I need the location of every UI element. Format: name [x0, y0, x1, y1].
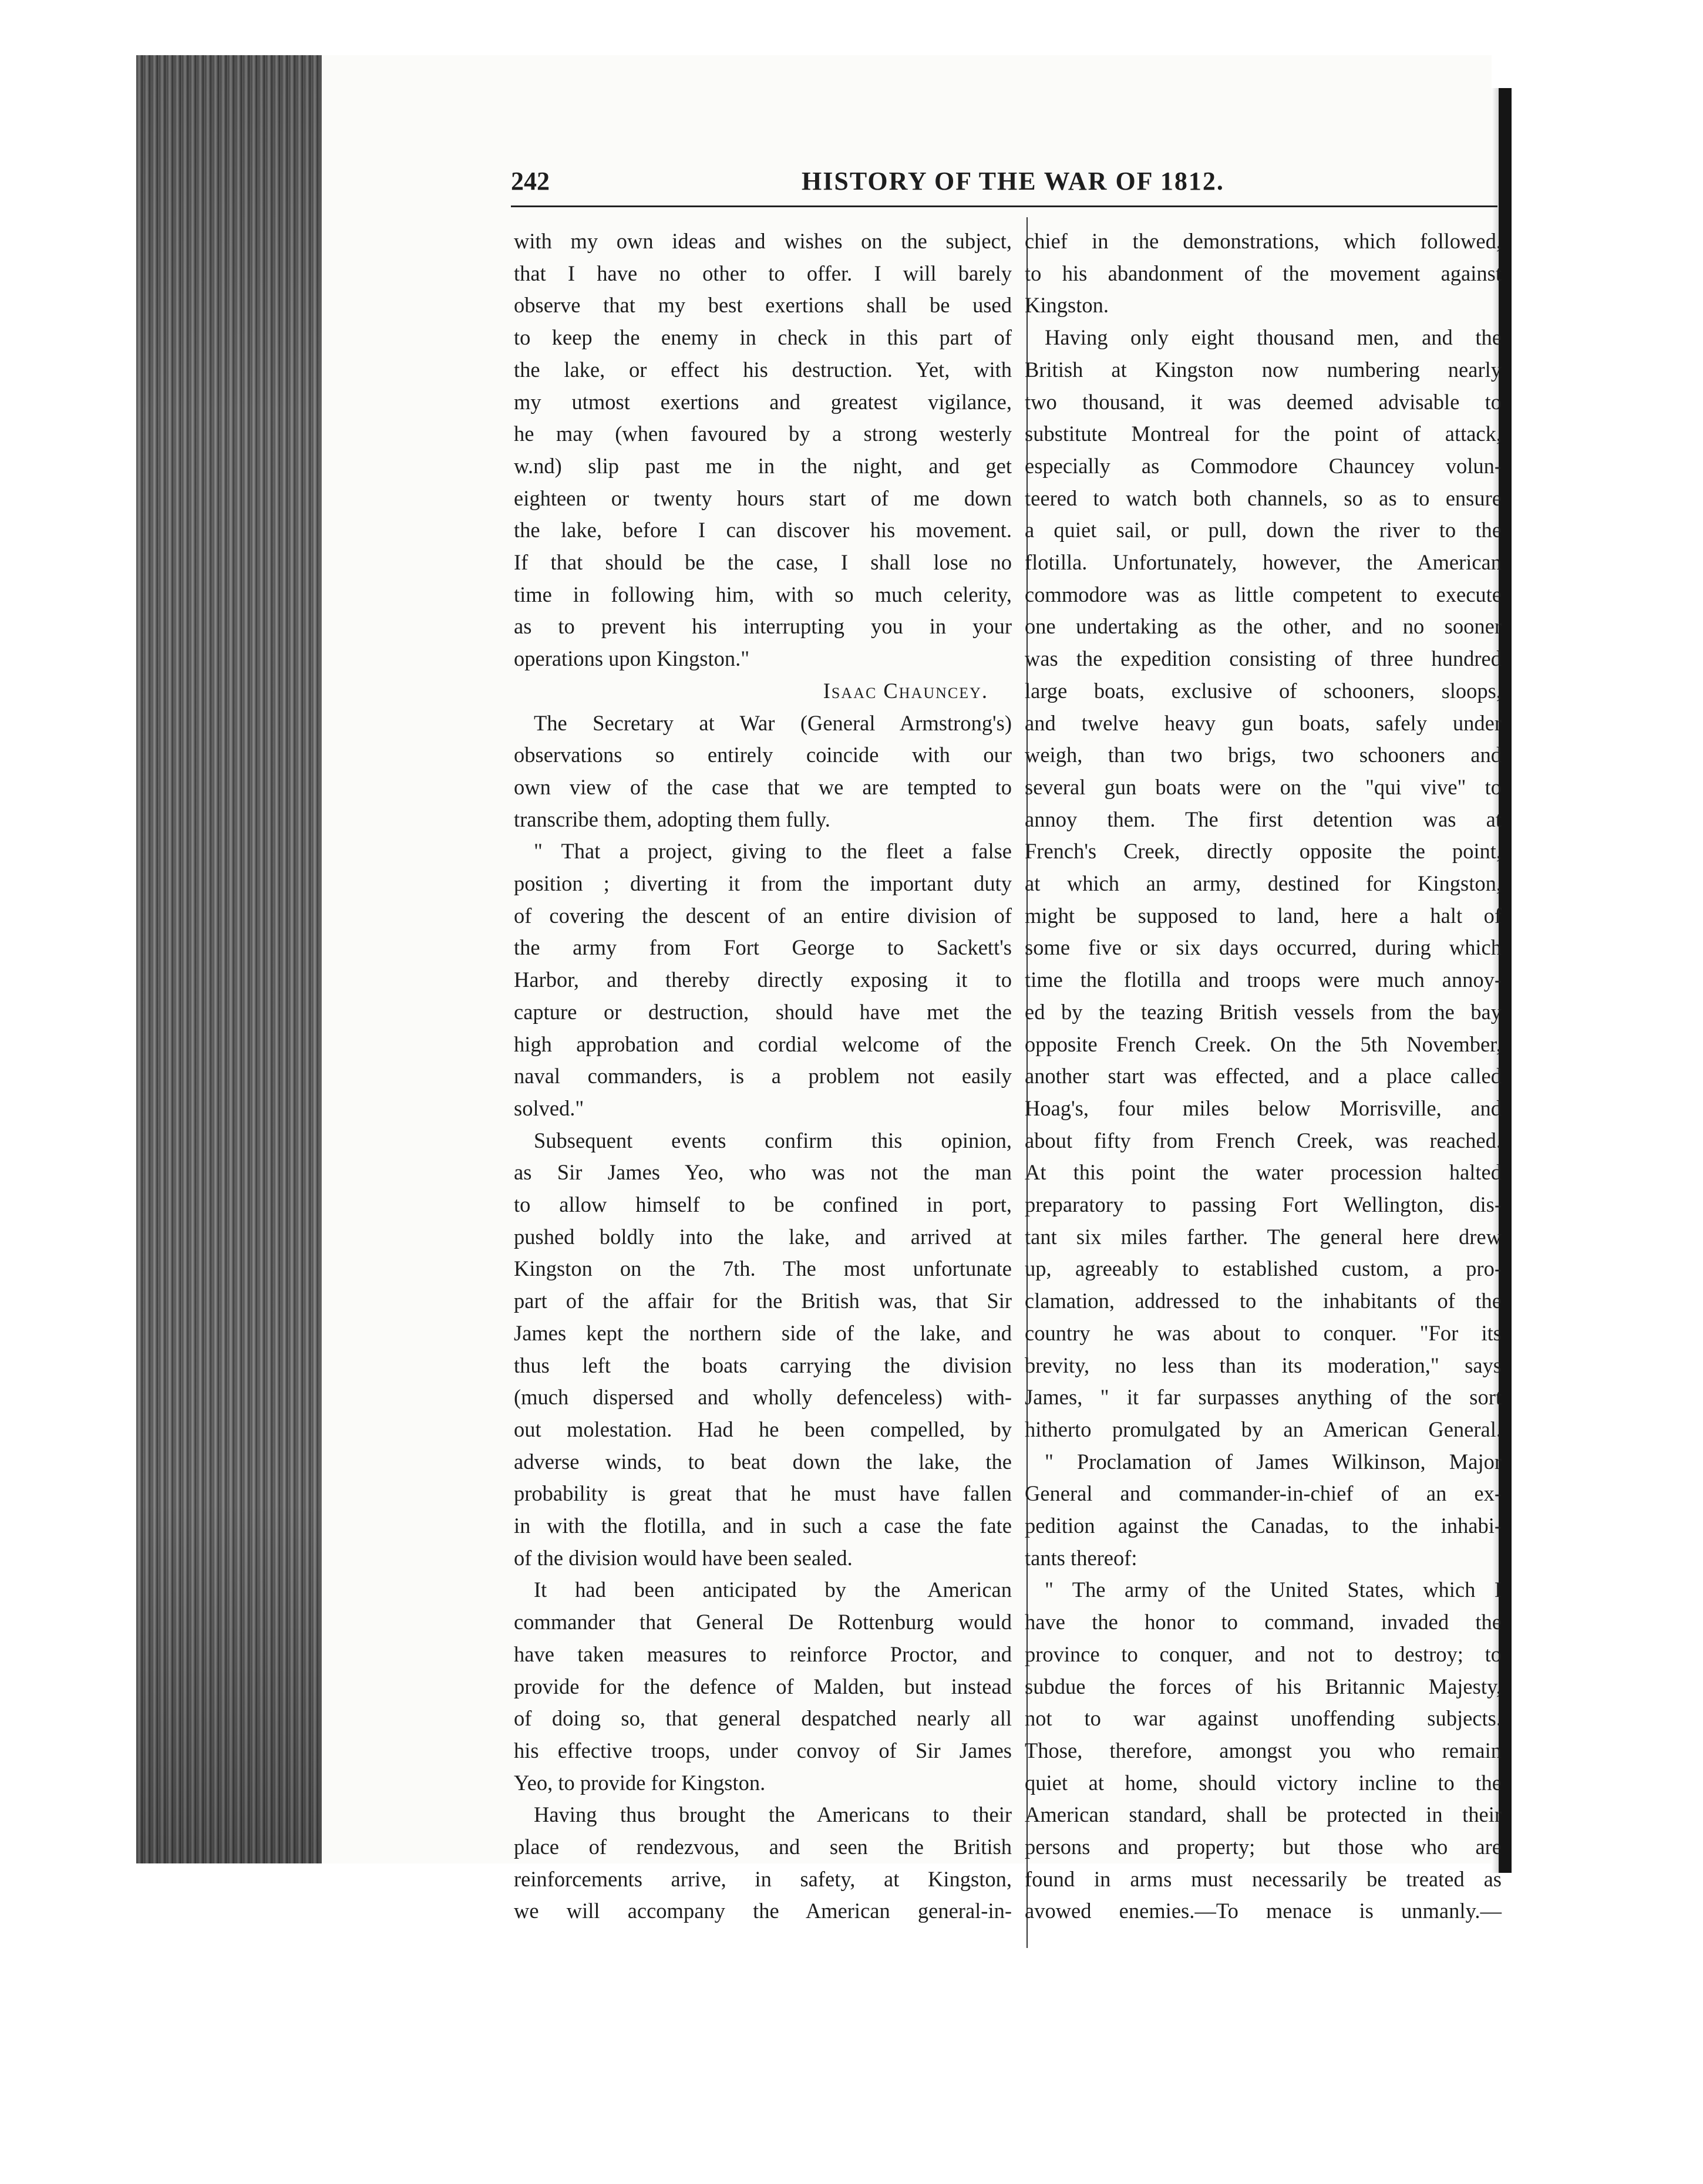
middle-column-line: commodore was as little competent to execute	[1025, 582, 1502, 606]
middle-column-line: At this point the water procession halted	[1025, 1160, 1502, 1185]
left-column-line: time in following him, with so much celerity,	[514, 582, 1012, 606]
middle-column-line: subdue the forces of his Britannic Majesty,	[1025, 1674, 1502, 1698]
left-column-line: adverse winds, to beat down the lake, the	[514, 1449, 1012, 1474]
middle-column-line: at which an army, destined for Kingston,	[1025, 871, 1502, 895]
left-column-line: capture or destruction, should have met the	[514, 999, 1012, 1024]
middle-column-line: preparatory to passing Fort Wellington, dis-	[1025, 1192, 1502, 1216]
left-column-line: observe that my best exertions shall be used	[514, 293, 1012, 318]
middle-column-line: Hoag's, four miles below Morrisville, and	[1025, 1096, 1502, 1120]
left-column-line: with my own ideas and wishes on the subject,	[514, 229, 1012, 253]
left-column-line: probability is great that he must have fallen	[514, 1481, 1012, 1506]
middle-column-line: quiet at home, should victory incline to the	[1025, 1770, 1502, 1795]
left-column-line: Kingston on the 7th. The most unfortunate	[514, 1256, 1012, 1281]
middle-column-line: pedition against the Canadas, to the inhabi-	[1025, 1514, 1502, 1538]
middle-column-line: time the flotilla and troops were much annoy-	[1025, 968, 1502, 992]
left-column-line: the lake, or effect his destruction. Yet, with	[514, 357, 1012, 382]
middle-column-line: one undertaking as the other, and no sooner	[1025, 614, 1502, 639]
page-number: 242	[511, 167, 550, 196]
left-column-line: (much dispersed and wholly defenceless) with-	[514, 1385, 1012, 1410]
middle-column-line: not to war against unoffending subjects.	[1025, 1706, 1502, 1731]
left-column-line: out molestation. Had he been compelled, by	[514, 1417, 1012, 1441]
left-column-line: observations so entirely coincide with our	[514, 743, 1012, 767]
left-column-line: eighteen or twenty hours start of me down	[514, 486, 1012, 510]
middle-column-line: flotilla. Unfortunately, however, the American	[1025, 550, 1502, 574]
left-column-line: operations upon Kingston."	[514, 646, 750, 671]
left-column-line: he may (when favoured by a strong westerly	[514, 422, 1012, 446]
middle-column-line: have the honor to command, invaded the	[1025, 1610, 1502, 1634]
middle-column-line: up, agreeably to established custom, a pro-	[1025, 1256, 1502, 1281]
middle-column-line: several gun boats were on the "qui vive" to	[1025, 774, 1502, 799]
left-column-line: as Sir James Yeo, who was not the man	[514, 1160, 1012, 1185]
left-column-line: Harbor, and thereby directly exposing it to	[514, 968, 1012, 992]
left-column-line: to allow himself to be confined in port,	[514, 1192, 1012, 1216]
middle-column-line: persons and property; but those who are	[1025, 1835, 1502, 1859]
left-column-line: provide for the defence of Malden, but instead	[514, 1674, 1012, 1698]
middle-column-line: ed by the teazing British vessels from the bay	[1025, 999, 1502, 1024]
middle-column-line: teered to watch both channels, so as to ensure	[1025, 486, 1502, 510]
middle-column-line: to his abandonment of the movement against	[1025, 261, 1502, 285]
middle-column-line: American standard, shall be protected in their	[1025, 1802, 1502, 1827]
left-column-line: the lake, before I can discover his movement.	[514, 518, 1012, 542]
middle-column-line: British at Kingston now numbering nearly	[1025, 357, 1502, 382]
left-column-line: as to prevent his interrupting you in your	[514, 614, 1012, 639]
middle-column-line: tant six miles farther. The general here drew	[1025, 1224, 1502, 1249]
middle-column-line: opposite French Creek. On the 5th November,	[1025, 1032, 1502, 1056]
middle-column-line: country he was about to conquer. "For its	[1025, 1320, 1502, 1345]
middle-column-line: might be supposed to land, here a halt of	[1025, 903, 1502, 928]
middle-column-line: James, " it far surpasses anything of the sort	[1025, 1385, 1502, 1410]
middle-column-line: weigh, than two brigs, two schooners and	[1025, 743, 1502, 767]
left-column-line: reinforcements arrive, in safety, at Kingston,	[514, 1866, 1012, 1891]
left-column-line: we will accompany the American general-in-	[514, 1899, 1012, 1923]
middle-column-line: clamation, addressed to the inhabitants of the	[1025, 1289, 1502, 1313]
left-column-line: the army from Fort George to Sackett's	[514, 935, 1012, 960]
left-column-line: naval commanders, is a problem not easily	[514, 1064, 1012, 1088]
middle-column-line: some five or six days occurred, during which	[1025, 935, 1502, 960]
middle-column-line: " The army of the United States, which I	[1045, 1578, 1502, 1602]
left-column-line: Yeo, to provide for Kingston.	[514, 1770, 766, 1795]
left-column-line: If that should be the case, I shall lose no	[514, 550, 1012, 574]
middle-column-line: found in arms must necessarily be treated as	[1025, 1866, 1502, 1891]
left-column-line: commander that General De Rottenburg would	[514, 1610, 1012, 1634]
left-column-line: Isaac Chauncey.	[823, 678, 988, 703]
left-column-line: Subsequent events confirm this opinion,	[534, 1128, 1012, 1152]
middle-column-line: " Proclamation of James Wilkinson, Major	[1045, 1449, 1502, 1474]
left-column-line: place of rendezvous, and seen the British	[514, 1835, 1012, 1859]
left-column-line: The Secretary at War (General Armstrong's)	[534, 710, 1012, 735]
running-title: HISTORY OF THE WAR OF 1812.	[802, 167, 1224, 196]
left-column-line: of the division would have been sealed.	[514, 1545, 853, 1570]
middle-column-line: tants thereof:	[1025, 1545, 1137, 1570]
left-column-line: " That a project, giving to the fleet a false	[534, 839, 1012, 864]
left-column-line: to keep the enemy in check in this part of	[514, 325, 1012, 350]
middle-column-line: General and commander-in-chief of an ex-	[1025, 1481, 1502, 1506]
middle-column-line: French's Creek, directly opposite the point,	[1025, 839, 1502, 864]
middle-column-line: chief in the demonstrations, which followed,	[1025, 229, 1502, 253]
middle-column-line: Having only eight thousand men, and the	[1045, 325, 1502, 350]
left-column-line: part of the affair for the British was, that Sir	[514, 1289, 1012, 1313]
middle-column-line: especially as Commodore Chauncey volun-	[1025, 453, 1502, 478]
left-column-line: of covering the descent of an entire division of	[514, 903, 1012, 928]
middle-column-line: large boats, exclusive of schooners, sloops,	[1025, 678, 1502, 703]
left-column-line: that I have no other to offer. I will barely	[514, 261, 1012, 285]
middle-column-line: brevity, no less than its moderation," says	[1025, 1353, 1502, 1377]
middle-column-line: Those, therefore, amongst you who remain	[1025, 1738, 1502, 1762]
left-column-line: transcribe them, adopting them fully.	[514, 807, 830, 831]
middle-column-line: was the expedition consisting of three hundred	[1025, 646, 1502, 671]
header-rule	[511, 205, 1497, 207]
left-column-line: Having thus brought the Americans to their	[534, 1802, 1012, 1827]
left-column-line: in with the flotilla, and in such a case the fate	[514, 1514, 1012, 1538]
middle-column-line: hitherto promulgated by an American General.	[1025, 1417, 1502, 1441]
left-column-line: position ; diverting it from the important duty	[514, 871, 1012, 895]
left-column-line: thus left the boats carrying the division	[514, 1353, 1012, 1377]
middle-column-line: annoy them. The first detention was at	[1025, 807, 1502, 831]
middle-column-line: substitute Montreal for the point of attack,	[1025, 422, 1502, 446]
left-column-line: It had been anticipated by the American	[534, 1578, 1012, 1602]
left-column-line: his effective troops, under convoy of Sir James	[514, 1738, 1012, 1762]
left-column-line: James kept the northern side of the lake, and	[514, 1320, 1012, 1345]
middle-column-line: avowed enemies.—To menace is unmanly.—	[1025, 1899, 1502, 1923]
middle-column-line: about fifty from French Creek, was reached.	[1025, 1128, 1502, 1152]
middle-column-line: and twelve heavy gun boats, safely under	[1025, 710, 1502, 735]
middle-column-line: province to conquer, and not to destroy; to	[1025, 1642, 1502, 1666]
left-column-line: of doing so, that general despatched nearly all	[514, 1706, 1012, 1731]
left-column-line: my utmost exertions and greatest vigilance,	[514, 389, 1012, 414]
left-column-line: pushed boldly into the lake, and arrived at	[514, 1224, 1012, 1249]
middle-column-line: two thousand, it was deemed advisable to	[1025, 389, 1502, 414]
left-column-line: own view of the case that we are tempted to	[514, 774, 1012, 799]
left-column-line: solved."	[514, 1096, 584, 1120]
middle-column-line: a quiet sail, or pull, down the river to the	[1025, 518, 1502, 542]
left-column-line: w.nd) slip past me in the night, and get	[514, 453, 1012, 478]
left-column-line: have taken measures to reinforce Proctor, and	[514, 1642, 1012, 1666]
page-edge-stack	[136, 55, 322, 1863]
middle-column-line: another start was effected, and a place called	[1025, 1064, 1502, 1088]
left-column-line: high approbation and cordial welcome of the	[514, 1032, 1012, 1056]
middle-column-line: Kingston.	[1025, 293, 1109, 318]
